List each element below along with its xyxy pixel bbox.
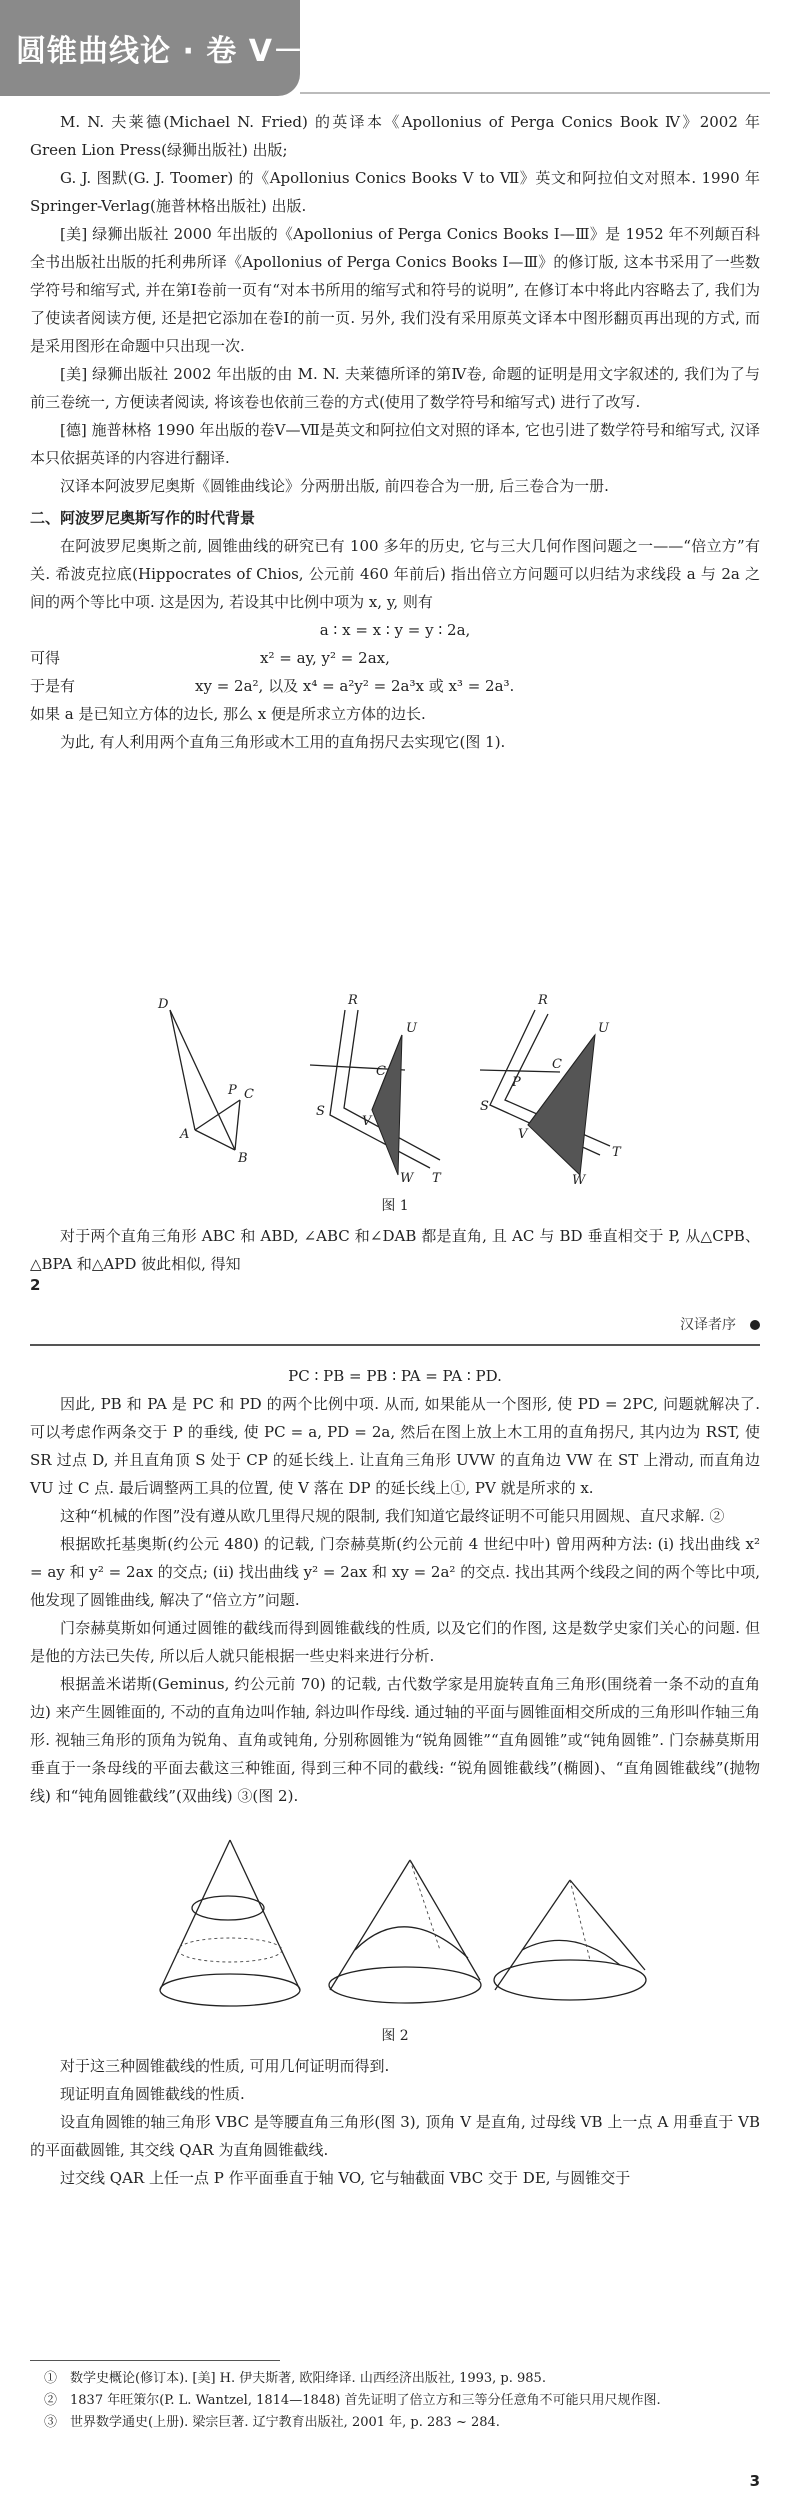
footnote: ③ 世界数学通史(上册). 梁宗巨著. 辽宁教育出版社, 2001 年, p. 283 ~ 284. — [44, 2415, 500, 2430]
paragraph: [美] 绿狮出版社 2002 年出版的由 M. N. 夫莱德所译的第Ⅳ卷, 命题的证明是用文字叙述的, 我们为了与前三卷统一, 方便读者阅读, 将该卷也依前三卷的方式(使用了数学符号和缩写式) 进行了改写. — [30, 365, 760, 411]
paragraph: 对于两个直角三角形 ABC 和 ABD, ∠ABC 和∠DAB 都是直角, 且 AC 与 BD 垂直相交于 P, 从△CPB、△BPA 和△APD 彼此相似, 得知 — [30, 1227, 760, 1273]
chapter-header-tab — [0, 0, 347, 96]
fig1-label: C — [244, 1087, 254, 1102]
fig1-label: S — [480, 1099, 489, 1114]
paragraph: [美] 绿狮出版社 2000 年出版的《Apollonius of Perga Conics Books Ⅰ—Ⅲ》是 1952 年不列颠百科全书出版社出版的托利弗所译《Apollonius of Perga Conics Books Ⅰ—Ⅲ》的修订版, 这本书采用了一些数学符号和缩写式, 并在第Ⅰ卷前一页有“对本书所用的缩写式和符号的说明”, 在修订本中将此内容略去了, 我们为了使读者阅读方便, 还是把它添加在卷Ⅰ的前一页. 另外, 我们没有采用原英文译本中图形翻页再出现的方式, 而是采用图形在命题中只出现一次. — [30, 225, 760, 355]
fig1-label: P — [228, 1083, 237, 1098]
fig1-label: B — [238, 1151, 248, 1166]
equation-label: 可得 — [30, 649, 61, 667]
fig1-label: A — [180, 1127, 190, 1142]
paragraph: G. J. 图默(G. J. Toomer) 的《Apollonius Conics Books Ⅴ to Ⅶ》英文和阿拉伯文对照本. 1990 年 Springer-Verlag(施普林格出版社) 出版. — [30, 169, 760, 215]
fig1-label: C — [552, 1057, 562, 1072]
footnotes — [30, 2368, 760, 2434]
header-rule — [30, 1344, 760, 1346]
paragraph: 因此, PB 和 PA 是 PC 和 PD 的两个比例中项. 从而, 如果能从一个图形, 使 PD = 2PC, 问题就解决了. 可以考虑作两条交于 P 的垂线, 使 PC = a, PD = 2a, 然后在图上放上木工用的直角拐尺, 其内边为 RST, 使 SR 过点 D, 并且直角顶 S 处于 CP 的延长线上. 让直角三角形 UVW 的直角边 VW 在 ST 上滑动, 而直角边 VU 过 C 点. 最后调整两工具的位置, 使 V 落在 DP 的延长线上①, PV 就是所求的 x. — [30, 1395, 760, 1497]
equation: a ∶ x = x ∶ y = y ∶ 2a, — [319, 621, 471, 639]
paragraph: 过交线 QAR 上任一点 P 作平面垂直于轴 VO, 它与轴截面 VBC 交于 DE, 与圆锥交于 — [60, 2169, 631, 2187]
bullet-icon — [750, 1320, 760, 1330]
paragraph: 现证明直角圆锥截线的性质. — [60, 2085, 245, 2103]
fig1-label: W — [400, 1171, 414, 1186]
fig1-label: V — [518, 1127, 528, 1142]
equation: xy = 2a², 以及 x⁴ = a²y² = 2a³x 或 x³ = 2a³. — [195, 677, 515, 695]
paragraph: 这种“机械的作图”没有遵从欧几里得尺规的限制, 我们知道它最终证明不可能只用圆规、直尺求解. ② — [60, 1507, 725, 1525]
figure-2 — [150, 1830, 650, 2020]
paragraph: 设直角圆锥的轴三角形 VBC 是等腰直角三角形(图 3), 顶角 V 是直角, 过母线 VB 上一点 A 用垂直于 VB 的平面截圆锥, 其交线 QAR 为直角圆锥截线. — [30, 2113, 760, 2159]
fig1-label: C — [376, 1064, 386, 1079]
section-heading: 二、阿波罗尼奥斯写作的时代背景 — [30, 509, 256, 527]
fig1-label: P — [512, 1075, 521, 1090]
fig1-label: T — [432, 1171, 441, 1186]
figure-2-caption: 图 2 — [381, 2028, 409, 2044]
paragraph: M. N. 夫莱德(Michael N. Fried) 的英译本《Apollonius of Perga Conics Book Ⅳ》2002 年 Green Lion Press(绿狮出版社) 出版; — [30, 113, 760, 159]
paragraph: 门奈赫莫斯如何通过圆锥的截线而得到圆锥截线的性质, 以及它们的作图, 这是数学史家们关心的问题. 但是他的方法已失传, 所以后人就只能根据一些史料来进行分析. — [30, 1619, 760, 1665]
equation: x² = ay, y² = 2ax, — [260, 649, 390, 667]
running-head — [680, 1314, 760, 1334]
figure-1 — [140, 990, 660, 1190]
paragraph: 在阿波罗尼奥斯之前, 圆锥曲线的研究已有 100 多年的历史, 它与三大几何作图问题之一——“倍立方”有关. 希波克拉底(Hippocrates of Chios, 公元前 460 年前后) 指出倍立方问题可以归结为求线段 a 与 2a 之间的两个等比中项. 这是因为, 若设其中比例中项为 x, y, 则有 — [30, 537, 760, 611]
fig1-label: U — [406, 1021, 417, 1036]
equation: PC ∶ PB = PB ∶ PA = PA ∶ PD. — [288, 1367, 502, 1385]
paragraph: 根据欧托基奥斯(约公元 480) 的记载, 门奈赫莫斯(约公元前 4 世纪中叶) 曾用两种方法: (i) 找出曲线 x² = ay 和 y² = 2ax 的交点; (ii) 找出曲线 y² = 2ax 和 xy = 2a² 的交点. 找出其两个线段之间的两个等比中项, 他发现了圆锥曲线, 解决了“倍立方”问题. — [30, 1535, 760, 1609]
fig1-label: V — [362, 1114, 372, 1129]
footnote-rule — [30, 2360, 280, 2361]
equation-label: 于是有 — [30, 677, 76, 695]
fig1-label: R — [348, 993, 358, 1008]
page2-text-bottom — [30, 2052, 760, 2192]
running-head-text: 汉译者序 — [680, 1317, 736, 1333]
fig1-label: U — [598, 1021, 609, 1036]
page2-text-top — [30, 1362, 760, 1810]
page-number: 3 — [749, 2472, 760, 2490]
paragraph: 为此, 有人利用两个直角三角形或木工用的直角拐尺去实现它(图 1). — [60, 733, 506, 751]
paragraph: 对于这三种圆锥截线的性质, 可用几何证明而得到. — [60, 2057, 390, 2075]
equation-line — [30, 644, 760, 672]
page-3 — [0, 1300, 790, 2500]
paragraph: 汉译本阿波罗尼奥斯《圆锥曲线论》分两册出版, 前四卷合为一册, 后三卷合为一册. — [60, 477, 609, 495]
page-number: 2 — [30, 1276, 41, 1294]
page1-text-bottom — [30, 1222, 760, 1278]
figure-1-caption: 图 1 — [381, 1198, 409, 1214]
chapter-title: 圆锥曲线论 · 卷 Ⅴ－Ⅶ — [16, 34, 347, 69]
fig1-label: R — [538, 993, 548, 1008]
paragraph: [德] 施普林格 1990 年出版的卷Ⅴ—Ⅶ是英文和阿拉伯文对照的译本, 它也引进了数学符号和缩写式, 汉译本只依据英译的内容进行翻译. — [30, 421, 760, 467]
paragraph: 根据盖米诺斯(Geminus, 约公元前 70) 的记载, 古代数学家是用旋转直角三角形(围绕着一条不动的直角边) 来产生圆锥面的, 不动的直角边叫作轴, 斜边叫作母线. 通过轴的平面与圆锥面相交所成的三角形叫作轴三角形. 视轴三角形的顶角为锐角、直角或钝角, 分别称圆锥为“锐角圆锥”“直角圆锥”或“钝角圆锥”. 门奈赫莫斯用垂直于一条母线的平面去截这三种锥面, 得到三种不同的截线: “锐角圆锥截线”(椭圆)、“直角圆锥截线”(抛物线) 和“钝角圆锥截线”(双曲线) ③(图 2). — [30, 1675, 760, 1805]
page1-text-top — [30, 108, 760, 756]
equation-line — [30, 672, 760, 700]
fig1-label: S — [316, 1104, 325, 1119]
footnote: ② 1837 年旺策尔(P. L. Wantzel, 1814—1848) 首先证明了倍立方和三等分任意角不可能只用尺规作图. — [44, 2393, 661, 2408]
paragraph: 如果 a 是已知立方体的边长, 那么 x 便是所求立方体的边长. — [30, 705, 426, 723]
fig1-label: W — [572, 1173, 586, 1188]
footnote: ① 数学史概论(修订本). [美] H. 伊夫斯著, 欧阳绛译. 山西经济出版社, 1993, p. 985. — [44, 2371, 546, 2386]
fig1-label: T — [612, 1145, 621, 1160]
header-rule — [300, 92, 770, 94]
fig1-label: D — [158, 997, 169, 1012]
